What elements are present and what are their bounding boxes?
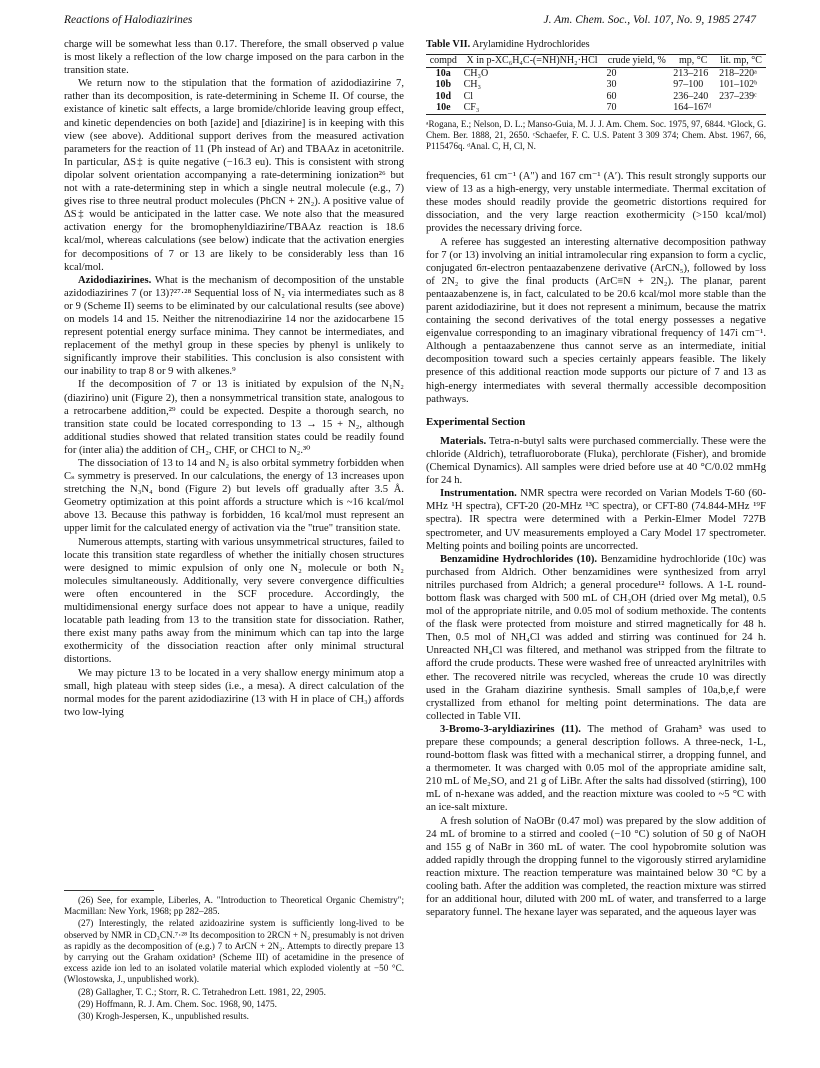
footnote: (30) Krogh-Jespersen, K., unpublished results. <box>78 1011 249 1022</box>
paragraph: charge will be somewhat less than 0.17. Therefore, the small observed ρ value is most likely a reflection of the low charge imposed on the para carbon in the transition state. <box>64 39 404 77</box>
footnote: (27) Interestingly, the related azidoazirine system is sufficiently long-lived to be observed by NMR in CD₃CN.⁷·²⁸ Its decomposition to 2RCN + N₂ presumably is not driven as rapidly as the decomposition of (e.g.) 7 to ArCN + 2N₂. Attempts to directly prepare 13 by carrying out the Graham oxidation³ (Scheme III) of acetamidine in the presence of excess azide ion led to an isolated volatile material which exploded violently at −50 °C. (Wlostowska, J., unpublished work). <box>64 918 404 985</box>
footnote: (28) Gallagher, T. C.; Storr, R. C. Tetrahedron Lett. 1981, 22, 2905. <box>78 986 326 997</box>
table-cell <box>716 102 766 114</box>
paragraph-bromodiazirines <box>426 723 766 815</box>
table-cell: CH₃ <box>463 79 481 91</box>
paragraph: The dissociation of 13 to 14 and N₂ is also orbital symmetry forbidden when Cₛ symmetry is preserved. In our calculations, the energy of 13 increases upon stretching the N₃N₄ bond (Figure 2) but levels off gradually after 3.5 Å. Geometry optimization at this point affords a structure which is ~16 kcal/mol above 13. Because this pathway is forbidden, 16 kcal/mol must represent an upper limit for the calculated energy of activation via the "true" transition state. <box>64 458 404 535</box>
right-column <box>426 38 766 919</box>
header-citation: J. Am. Chem. Soc., Vol. 107, No. 9, 1985 2747 <box>543 14 756 26</box>
run-in-heading: Materials. <box>440 435 487 447</box>
table-row <box>426 102 766 114</box>
paragraph-materials <box>426 435 766 487</box>
paragraph-text: What is the mechanism of decomposition of the unstable azidodiazirines 7 (or 13)?²⁷·²⁸ Sequential loss of N₂ via intermediates such as 8 or 9 (Scheme II) seems to be eliminated by our calculational results (see above) on models 14 and 15. Neither the nitrenodiazirine 14 nor the azidocarbene 15 represent potential energy surface minima. They cannot be intermediates, and replacement of the methyl group in these species by phenyl is unlikely to significantly improve their stabilities. This conclusion is also consistent with our inability to trap 8 or 9 with alkenes.⁹ <box>64 274 404 378</box>
column-header-lit-mp: lit. mp, °C <box>716 55 766 68</box>
paragraph: If the decomposition of 7 or 13 is initiated by expulsion of the N₁N₂ (diazirino) unit (Figure 2), then a nonsymmetrical transition state, analogous to a retrocarbene addition,²⁹ could be expected. Despite a thorough search, no transition state could be located corresponding to 13 → 15 + N₂, although additional studies showed that related transition states could be readily found for (inter alia) the addition of CH₂, CHF, or CHCl to N₂.³⁰ <box>64 379 404 456</box>
column-header-compd: compd <box>426 55 461 68</box>
paragraph: Numerous attempts, starting with various unsymmetrical structures, failed to locate this transition state regardless of whether the initially chosen structures were designed to mimic expulsion of only one N₂ molecule or both N₂ molecules simultaneously. Additionally, very severe convergence difficulties were often encountered in the SCF procedure. Accordingly, the multidimensional energy surface does not appear to have a unique, readily locatable path leading from 13 to the transition state for dissociation. Rather, there exist many paths away from the minimum which can tap into the large exothermicity of the dissociation reaction after only minimal structural distortions. <box>64 536 404 666</box>
paragraph-text: The method of Graham³ was used to prepare these compounds; a general description follows. A three-neck, 1-L, round-bottom flask was fitted with a mechanical stirrer, a dropping funnel, and a thermometer. It was charged with 0.05 mol of the appropriate amidine salt, 210 mL of Me₂SO, and 21 g of LiBr. After the salts had dissolved (stirring), 100 mL of n-hexane was added, and the reaction mixture was cooled to ~5 °C with an ice-salt mixture. <box>426 723 766 814</box>
paragraph-instrumentation <box>426 487 766 552</box>
table-cell: 218–220ᵃ <box>719 67 757 79</box>
table-number: Table VII. <box>426 39 471 50</box>
table-cell: 101–102ᵇ <box>719 79 758 91</box>
table-cell: 237–239ᶜ <box>719 90 757 102</box>
column-header-x: X in p-XC₆H₄C-(=NH)NH₂·HCl <box>461 55 604 68</box>
table-cell: 70 <box>603 102 670 114</box>
table-caption <box>426 38 766 51</box>
table-cell: 213–216 <box>673 67 709 79</box>
footnote: (29) Hoffmann, R. J. Am. Chem. Soc. 1968, 90, 1475. <box>78 998 277 1009</box>
paragraph-text: NMR spectra were recorded on Varian Models T-60 (60-MHz ¹H spectra), CFT-20 (20-MHz ¹³C spectra), or CFT-80 (74.844-MHz ¹⁹F spectra). IR spectra were determined with a Perkin-Elmer Model 727B spectrometer, and UV measurements employed a Cary Model 17 spectrometer. Melting points and boiling points are uncorrected. <box>426 488 766 552</box>
table-cell: Cl <box>463 90 474 102</box>
running-header <box>64 14 756 34</box>
paragraph: A referee has suggested an interesting alternative decomposition pathway for 7 (or 13) involving an initial intramolecular ring expansion to form a cyclic, conjugated 6π-electron pentaazabenzene derivative (ArCN₅), followed by loss of 2N₂ to give the final products (ArC≡N + 2N₂). The planar, parent pentaazabenzene is, in fact, calculated to be 20.6 kcal/mol more stable than the parent azidodiazirine, but it does not represent a minimum, because the matrix containing the second derivatives of the total energy possesses a negative eigenvalue corresponding to an imaginary vibrational frequency of 147i cm⁻¹. Although a pentaazabenzene thus cannot serve as an intermediate, initial decomposition toward such a species certainly appears feasible. The likely presence of this additional reaction mode supports our picture of 7 and 13 as high-energy intermediates with several thermally accessible decomposition pathways. <box>426 236 766 405</box>
table-row <box>426 91 766 103</box>
run-in-heading: Instrumentation. <box>440 488 517 500</box>
table-cell: 20 <box>606 67 617 79</box>
spacer <box>426 152 766 170</box>
table-cell: 10b <box>435 79 452 91</box>
header-title: Reactions of Halodiazirines <box>64 14 193 26</box>
run-in-heading: 3-Bromo-3-aryldiazirines (11). <box>440 723 581 735</box>
table-title: Arylamidine Hydrochlorides <box>472 39 590 50</box>
paragraph-benzamidine <box>426 553 766 723</box>
table-footnote: ᵃRogana, E.; Nelson, D. L.; Manso-Guia, M. J. J. Am. Chem. Soc. 1975, 97, 6844. ᵇGlock, G. Chem. Ber. 1888, 21, 2650. ᶜSchaefer, F. C. U.S. Patent 3 309 374; Chem. Abst. 1967, 66, P115476q. ᵈAnal. C, H, Cl, N. <box>426 119 766 152</box>
run-in-heading: Azidodiazirines. <box>78 274 152 286</box>
column-header-yield: crude yield, % <box>603 55 670 68</box>
footnote: (26) See, for example, Liberles, A. "Introduction to Theoretical Organic Chemistry"; Macmillan: New York, 1968; pp 282–285. <box>64 895 404 917</box>
table-row <box>426 67 766 79</box>
table-cell: 60 <box>606 90 617 102</box>
paragraph: We return now to the stipulation that the formation of azidodiazirine 7, rather than its decomposition, is rate-determining in Scheme II. Of course, the existance of kinetic salt effects, a large bromide/chloride leaving group effect, and kinetic dependencies on both [azide] and [diazirine] is in keeping with this view (see above). Additional support derives from the measured activation parameters for the reaction of 11 (Ph instead of Ar) and TBAAz in acetonitrile. In particular, ΔS‡ is quite negative (−16.3 eu). This is consistent with strong dipolar solvent orientation accompanying a rate-determining ionization²⁶ but not with a rate-determining step in which a single neutral molecule (e.g., 7) gives rise to three neutral product molecules (PhCN + 2N₂). A positive value of ΔS‡ would be anticipated in the latter case. We note also that the measured activation energy for the bromophenyldiazirine/TBAAz reaction is 18.6 kcal/mol, whereas calculations (see below) indicate that the activation energies for decompositions of 7 or 13 are likely to be considerably less than 16 kcal/mol. <box>64 78 404 273</box>
paragraph: A fresh solution of NaOBr (0.47 mol) was prepared by the slow addition of 24 mL of bromine to a stirred and cooled (−10 °C) solution of 50 g of NaOH and 155 g of NaBr in 360 mL of water. The cool hypobromite solution was added rapidly through the dropping funnel to the vigorously stirred arylamidine reaction mixture. The reaction temperature was maintained below 30 °C by a cooling bath. After the addition was completed, the reaction mixture was stirred for an additional hour, diluted with 200 mL of water, and transferred to a large separatory funnel. The hexane layer was separated, and the aqueous layer was <box>426 815 766 919</box>
data-table <box>426 54 766 115</box>
footnotes <box>64 890 404 1023</box>
table-cell: CH₃O <box>463 67 489 79</box>
run-in-heading: Benzamidine Hydrochlorides (10). <box>440 553 598 565</box>
table-cell: 30 <box>606 79 617 91</box>
section-heading: Experimental Section <box>426 415 526 428</box>
table-cell: 236–240 <box>673 90 709 102</box>
table-cell: 97–100 <box>673 79 704 91</box>
paragraph-azidodiazirines <box>64 274 404 379</box>
paragraph-text: Tetra-n-butyl salts were purchased commercially. These were the chloride (Aldrich), tetrafluoroborate (Fluka), perchlorate (Fisher), and bromide (Chemical Dynamics). All samples were dried before use at 40 °C/0.02 mmHg for 24 h. <box>426 435 766 487</box>
table-vii <box>426 38 766 152</box>
table-cell: CF₃ <box>461 102 604 114</box>
column-header-mp: mp, °C <box>670 55 716 68</box>
paragraph: We may picture 13 to be located in a very shallow energy minimum atop a small, high plateau with steep sides (i.e., a mesa). A direct calculation of the normal modes for the parent azidodiazirine (13 with H in place of CH₃) affords two low-lying <box>64 667 404 718</box>
footnote-rule <box>64 890 154 891</box>
table-row <box>426 79 766 91</box>
table-cell: 10d <box>435 90 452 102</box>
paragraph-text: Benzamidine hydrochloride (10c) was purchased from Aldrich. Other benzamidines were synthesized from arryl nitriles purchased from Aldrich; a general procedure¹² follows. A 1-L round-bottom flask was charged with 500 mL of CH₃OH (dried over Mg metal), 0.5 mol of the appropriate nitrile, and 0.05 mol of sodium methoxide. The contents of the flask were protected from moisture and stirred magnetically for 48 h. Then, 0.5 mol of NH₄Cl was added and stirring was continued for 24 h. Unreacted NH₄Cl was filtered, and methanol was stripped from the filtrate to afford the crude products. These were washed free of unreacted arylnitriles with ether. The recovered nitrile was recycled, whereas the crude 10 was directly used in the Graham diazirine synthesis. Small samples of 10a,b,e,f were crystallized from ethanol for melting point determinations. The data are collected in Table VII. <box>426 553 767 722</box>
table-cell: 164–167ᵈ <box>670 102 716 114</box>
paragraph: frequencies, 61 cm⁻¹ (A″) and 167 cm⁻¹ (A′). This result strongly supports our view of 13 as a high-energy, very unstable intermediate. Thermal excitation of these modes should readily provide the geometric distortions required for dissociation, and the very large reaction exothermicity (>150 kcal/mol) provides the necessary driving force. <box>426 171 766 235</box>
table-cell: 10a <box>435 67 451 79</box>
left-column <box>64 38 404 719</box>
table-cell: 10e <box>426 102 461 114</box>
